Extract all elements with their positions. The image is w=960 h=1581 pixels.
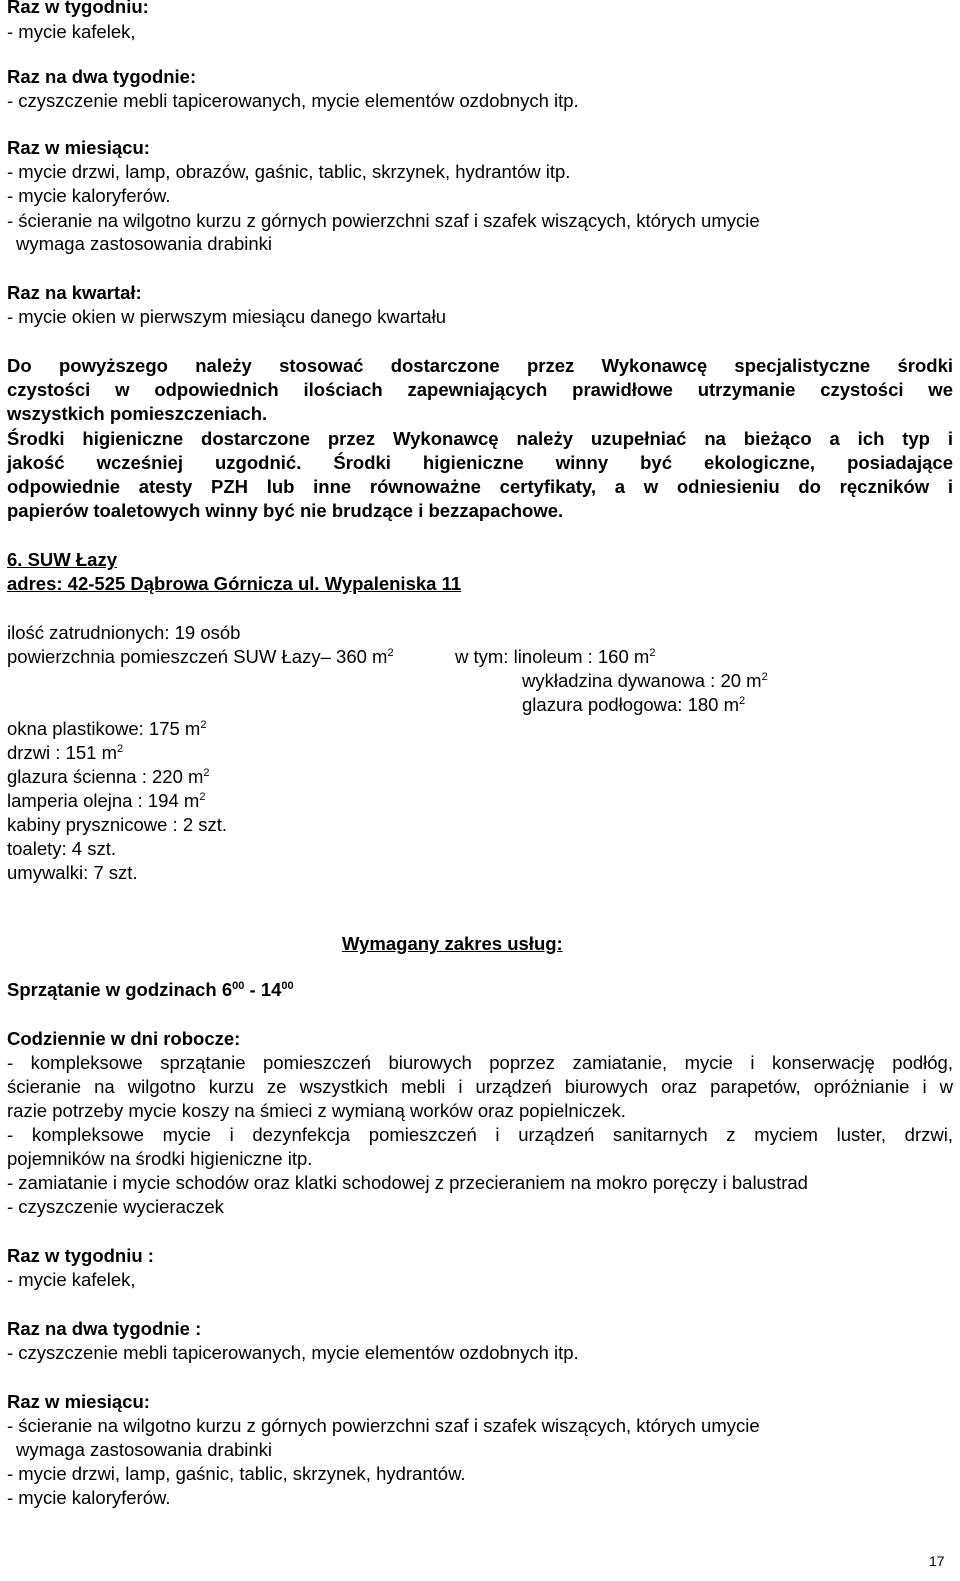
paragraph-line: Do powyższego należy stosować dostarczone przez Wykonawcę specjalistyczne środki — [7, 355, 953, 376]
heading-weekly: Raz w tygodniu : — [7, 1245, 154, 1266]
list-item: - mycie kaloryferów. — [7, 185, 171, 206]
section-title: 6. SUW Łazy — [7, 549, 117, 570]
list-item: - mycie kafelek, — [7, 21, 136, 42]
list-item-continued: ścieranie na wilgotno kurzu ze wszystkich mebli i urządzeń biurowych oraz parapetów, opróżnianie i w — [7, 1076, 953, 1097]
area-floor-tiles: glazura podłogowa: 180 $m^2$ — [522, 694, 746, 715]
heading-daily: Codziennie w dni robocze: — [7, 1028, 241, 1049]
paragraph-line: odpowiednie atesty PZH lub inne równoważne certyfikaty, a w odniesieniu do ręczników i — [7, 476, 953, 497]
heading-weekly: Raz w tygodniu: — [7, 0, 149, 17]
paragraph-line: jakość wcześniej uzgodnić. Środki higieniczne winny być ekologiczne, posiadające — [7, 452, 953, 473]
paragraph-line: papierów toaletowych winny być nie brudzące i bezzapachowe. — [7, 500, 564, 521]
section-address: adres: 42-525 Dąbrowa Górnicza ul. Wypaleniska 11 — [7, 573, 462, 594]
area-oil-paint: lamperia olejna : 194 $m^2$ — [7, 790, 206, 811]
count-toilets: toalety: 4 szt. — [7, 838, 116, 859]
list-item-continued: razie potrzeby mycie koszy na śmieci z wymianą worków oraz popielniczek. — [7, 1100, 626, 1121]
heading-biweekly: Raz na dwa tygodnie: — [7, 66, 197, 87]
list-item-continued: wymaga zastosowania drabinki — [16, 233, 273, 254]
list-item: - kompleksowe mycie i dezynfekcja pomieszczeń i urządzeń sanitarnych z myciem luster, drzwi, — [7, 1124, 953, 1145]
count-sinks: umywalki: 7 szt. — [7, 862, 138, 883]
list-item: - ścieranie na wilgotno kurzu z górnych powierzchni szaf i szafek wiszących, których umycie — [7, 210, 760, 231]
list-item: - kompleksowe sprzątanie pomieszczeń biurowych poprzez zamiatanie, mycie i konserwację podłóg, — [7, 1052, 953, 1073]
area-linoleum: w tym: linoleum : 160 $m^2$ — [455, 646, 656, 667]
area-carpet: wykładzina dywanowa : 20 $m^2$ — [522, 670, 768, 691]
heading-quarterly: Raz na kwartał: — [7, 282, 142, 303]
paragraph-line: czystości w odpowiednich ilościach zapewniających prawidłowe utrzymanie czystości we — [7, 379, 953, 400]
count-showers: kabiny prysznicowe : 2 szt. — [7, 814, 228, 835]
list-item: - czyszczenie mebli tapicerowanych, mycie elementów ozdobnych itp. — [7, 1342, 579, 1363]
heading-biweekly: Raz na dwa tygodnie : — [7, 1318, 202, 1339]
list-item: - czyszczenie mebli tapicerowanych, mycie elementów ozdobnych itp. — [7, 90, 579, 111]
heading-monthly: Raz w miesiącu: — [7, 137, 150, 158]
area-doors: drzwi : 151 $m^2$ — [7, 742, 124, 763]
paragraph-line: Środki higieniczne dostarczone przez Wykonawcę należy uzupełniać na bieżąco a ich typ i — [7, 428, 953, 449]
list-item: - mycie kaloryferów. — [7, 1487, 171, 1508]
area-windows: okna plastikowe: 175 $m^2$ — [7, 718, 207, 739]
list-item: - mycie kafelek, — [7, 1269, 136, 1290]
list-item: - mycie okien w pierwszym miesiącu danego kwartału — [7, 306, 447, 327]
list-item: - ścieranie na wilgotno kurzu z górnych powierzchni szaf i szafek wiszących, których umycie — [7, 1415, 760, 1436]
list-item-continued: wymaga zastosowania drabinki — [16, 1439, 273, 1460]
list-item: - mycie drzwi, lamp, obrazów, gaśnic, tablic, skrzynek, hydrantów itp. — [7, 161, 571, 182]
list-item-continued: pojemników na środki higieniczne itp. — [7, 1148, 313, 1169]
list-item: - czyszczenie wycieraczek — [7, 1196, 224, 1217]
scope-title: Wymagany zakres usług: — [342, 933, 563, 954]
employees-count: ilość zatrudnionych: 19 osób — [7, 622, 241, 643]
area-wall-tiles: glazura ścienna : 220 $m^2$ — [7, 766, 210, 787]
list-item: - zamiatanie i mycie schodów oraz klatki schodowej z przecieraniem na mokro poręczy i balustrad — [7, 1172, 808, 1193]
working-hours: Sprzątanie w godzinach $6^{00} - 14^{00}$ — [7, 979, 294, 1000]
heading-monthly: Raz w miesiącu: — [7, 1391, 150, 1412]
total-area: powierzchnia pomieszczeń SUW Łazy– 360 $m^2$ — [7, 646, 394, 667]
page-number: 17 — [929, 1553, 945, 1569]
list-item: - mycie drzwi, lamp, gaśnic, tablic, skrzynek, hydrantów. — [7, 1463, 466, 1484]
paragraph-line: wszystkich pomieszczeniach. — [7, 403, 268, 424]
